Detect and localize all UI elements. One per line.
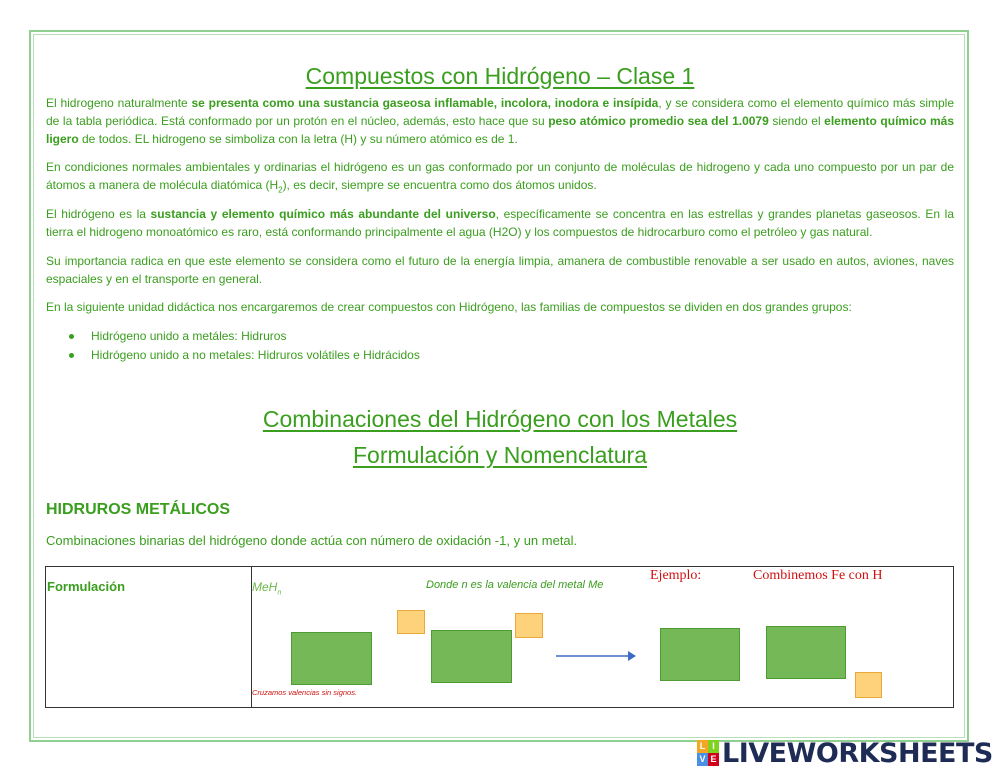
groups-list — [46, 327, 420, 365]
section-subtitle: Formulación y Nomenclatura — [352, 442, 647, 468]
list-item — [46, 346, 420, 365]
answer-box-hydrogen-formula[interactable] — [431, 630, 512, 683]
bold-text-run: sustancia y elemento químico más abundante del universo — [150, 207, 496, 221]
answer-box-example-hydrogen[interactable] — [766, 626, 846, 679]
liveworksheets-brand — [697, 739, 993, 767]
arrow-right-icon — [556, 649, 636, 663]
text-run: siendo el — [768, 114, 825, 128]
note-me: Me — [588, 579, 604, 591]
bullet-icon — [69, 334, 74, 339]
text-run: El hidrógeno es la — [46, 207, 151, 221]
cross-valences-hint: Cruzamos valencias sin signos. — [252, 688, 358, 697]
note-text-b: es la valencia del metal — [467, 579, 589, 591]
intro-paragraph-3 — [46, 205, 954, 241]
formula-base: MeH — [252, 580, 278, 594]
formula-subscript: n — [277, 589, 282, 597]
hidruros-description: Combinaciones binarias del hidrógeno donde actúa con número de oxidación -1, y un metal. — [46, 533, 578, 548]
valence-note — [426, 579, 603, 591]
logo-letter: V — [697, 753, 708, 766]
text-run: , y se considera como el elemento químico más simple de la tabla periódica. Está conformado por un protón en el núcleo, además, esto hace que su — [46, 96, 954, 128]
logo-letter: I — [708, 740, 719, 753]
text-run: de todos. EL hidrogeno se simboliza con la letra (H) y su número atómico es de 1. — [78, 132, 518, 146]
answer-box-hydrogen-valence[interactable] — [515, 613, 543, 638]
list-item-text: Hidrógeno unido a no metales: Hidruros volátiles e Hidrácidos — [91, 348, 420, 362]
intro-paragraph-4: Su importancia radica en que este elemento se considera como el futuro de la energía limpia, amanera de combustible renovable a ser usado en autos, aviones, naves espaciales y en el transporte en general. — [46, 254, 954, 286]
text-run: , específicamente se concentra en las estrellas y grandes planetas gaseosos. En la tierra el hidrogeno monoatómico es raro, está conformando principalmente el agua (H2O) y los compuestos de hidrocarburo como el petróleo y gas natural. — [46, 207, 955, 239]
bold-text-run: se presenta como una sustancia gaseosa inflamable, incolora, inodora e insípida — [191, 96, 659, 110]
logo-letter: E — [708, 753, 719, 766]
list-item — [46, 327, 420, 346]
general-formula — [252, 580, 281, 596]
bold-text-run: elemento químico más ligero — [46, 114, 954, 146]
section-title: Combinaciones del Hidrógeno con los Metales — [262, 406, 738, 432]
example-label: Ejemplo: — [650, 568, 702, 583]
answer-box-example-subscript[interactable] — [855, 672, 882, 698]
p2-text-a: En condiciones normales ambientales y ordinarias el hidrógeno es un gas conformado por un conjunto de moléculas de hidrogeno y cada uno compuesto por un par de átomos a manera de molécula diatómica (H — [46, 160, 954, 192]
answer-box-metal-formula[interactable] — [291, 632, 372, 685]
liveworksheets-logo-icon — [697, 740, 719, 766]
text-run: El hidrogeno naturalmente — [46, 96, 192, 110]
formulation-label: Formulación — [47, 579, 126, 594]
note-text-a: Donde — [426, 579, 462, 591]
list-item-text: Hidrógeno unido a metáles: Hidruros — [91, 329, 287, 343]
brand-text: LIVEWORKSHEETS — [722, 737, 993, 769]
bullet-icon — [69, 353, 74, 358]
p2-text-b: ), es decir, siempre se encuentra como dos átomos unidos. — [282, 178, 597, 192]
intro-paragraph-1 — [46, 94, 954, 148]
bold-text-run: peso atómico promedio sea del 1.0079 — [548, 114, 769, 128]
answer-box-metal-valence[interactable] — [397, 610, 425, 634]
page-title: Compuestos con Hidrógeno – Clase 1 — [305, 63, 695, 89]
logo-letter: L — [697, 740, 708, 753]
intro-paragraph-2 — [46, 158, 954, 199]
intro-paragraph-5: En la siguiente unidad didáctica nos encargaremos de crear compuestos con Hidrógeno, las familias de compuestos se dividen en dos grandes grupos: — [46, 300, 852, 314]
p2-subscript: 2 — [278, 185, 283, 195]
answer-box-example-metal[interactable] — [660, 628, 740, 681]
hidruros-heading: HIDRUROS METÁLICOS — [46, 501, 230, 518]
example-prompt: Combinemos Fe con H — [753, 568, 883, 583]
note-n: n — [461, 579, 468, 591]
